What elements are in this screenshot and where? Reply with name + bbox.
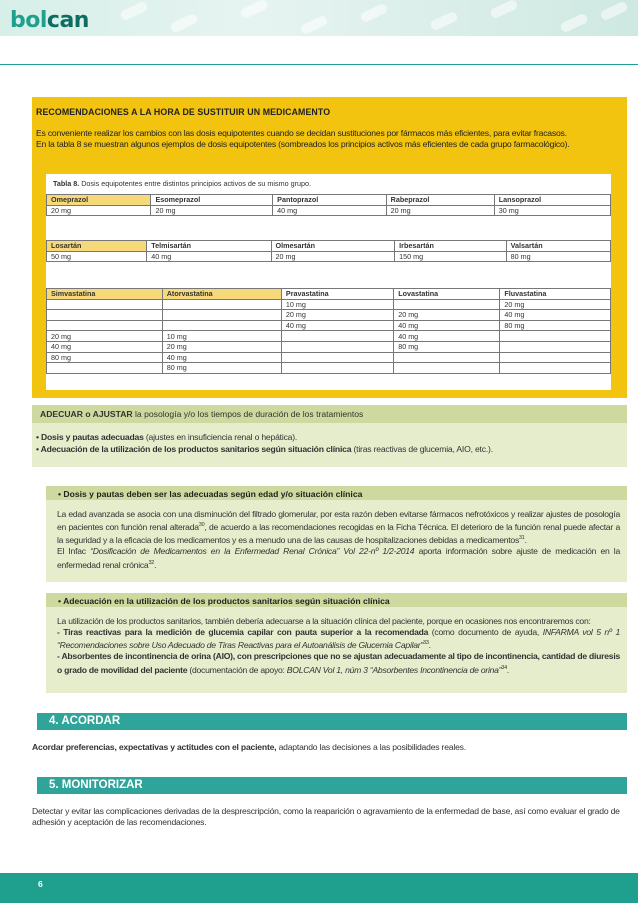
table-cell: Rabeprazol (386, 195, 494, 206)
table-cell: 20 mg (394, 310, 500, 321)
table-cell: 40 mg (273, 205, 387, 216)
footer-band (0, 873, 638, 903)
table-cell: 20 mg (151, 205, 273, 216)
table-cell: Fluvastatina (500, 289, 611, 300)
table-cell: 40 mg (394, 320, 500, 331)
table-row (47, 310, 611, 321)
table-cell: 20 mg (47, 205, 151, 216)
page-number: 6 (38, 879, 43, 889)
table-row (47, 352, 611, 363)
table-statins (46, 288, 611, 374)
table-cell (162, 310, 281, 321)
acordar-heading: 4. ACORDAR (49, 715, 121, 727)
productos-heading: • Adecuación en la utilización de los productos sanitarios según situación clínica (58, 596, 390, 606)
table-cell: 10 mg (281, 299, 393, 310)
dosis-heading: • Dosis y pautas deben ser las adecuadas según edad y/o situación clínica (58, 489, 363, 499)
header-divider (0, 64, 638, 65)
recommendation-line-2: En la tabla 8 se muestran algunos ejemplos de dosis equipotentes (sombreados los principios activos más eficientes de cada grupo farmacológico). (36, 139, 570, 149)
table-ara2 (46, 240, 611, 262)
adecuar-heading: ADECUAR o AJUSTAR la posología y/o los tiempos de duración de los tratamientos (40, 409, 364, 419)
table-cell (162, 299, 281, 310)
table-row (47, 251, 611, 262)
table-row (47, 205, 611, 216)
table-cell: 40 mg (147, 251, 271, 262)
table-cell: 80 mg (47, 352, 163, 363)
table-row (47, 299, 611, 310)
table-cell (394, 299, 500, 310)
table-cell: Pravastatina (281, 289, 393, 300)
adecuar-bullet-1: • Dosis y pautas adecuadas (ajustes en insuficiencia renal o hepática). (36, 432, 298, 442)
table-cell: 20 mg (281, 310, 393, 321)
table-cell: 50 mg (47, 251, 147, 262)
table-row (47, 241, 611, 252)
acordar-heading-bar (37, 713, 627, 730)
table-cell (281, 352, 393, 363)
table-cell (500, 341, 611, 352)
table-row (47, 331, 611, 342)
table-caption: Tabla 8. Dosis equipotentes entre distintos principios activos de su mismo grupo. (53, 179, 311, 188)
table-cell (500, 331, 611, 342)
table-cell (47, 320, 163, 331)
recommendation-text (36, 128, 621, 150)
table-cell: 20 mg (271, 251, 395, 262)
recommendation-line-1: Es conveniente realizar los cambios con las dosis equipotentes cuando se decidan sustituciones por fármacos más eficientes, para evitar fracasos. (36, 128, 567, 138)
table-cell: 40 mg (394, 331, 500, 342)
table-cell: Telmisartán (147, 241, 271, 252)
table-cell: Losartán (47, 241, 147, 252)
table-row (47, 320, 611, 331)
table-cell: 80 mg (162, 363, 281, 374)
table-cell (281, 341, 393, 352)
table-cell: 80 mg (500, 320, 611, 331)
table-cell: 20 mg (500, 299, 611, 310)
table-cell: Pantoprazol (273, 195, 387, 206)
table-row (47, 195, 611, 206)
table-cell: 30 mg (494, 205, 610, 216)
table-cell: 40 mg (281, 320, 393, 331)
table-cell: 80 mg (506, 251, 610, 262)
table-cell (281, 331, 393, 342)
table-cell (281, 363, 393, 374)
table-cell: Simvastatina (47, 289, 163, 300)
table-cell: Olmesartán (271, 241, 395, 252)
adecuar-bullet-2: • Adecuación de la utilización de los productos sanitarios según situación clínica (tiras reactivas de glucemia, AIO, etc.). (36, 444, 493, 454)
dosis-paragraph: La edad avanzada se asocia con una disminución del filtrado glomerular, por esta razón deben evitarse fármacos nefrotóxicos y realizar ajustes de posología en pacientes con función renal alterada$^{30}$, de acuerdo a las recomendaciones recogidas en la Ficha Técnica. El deterioro de la función renal puede afectar a la seguridad y a la eficacia de los medicamentos y es a menudo una de las causas de hospitalizaciones debidas a medicamentos$^{31}$. El Infac “Dosificación de Medicamentos en la Enfermedad Renal Crónica” Vol 22-nº 1/2-2014 aporta información sobre ajuste de medicación en la enfermedad renal crónica$^{32}$. (57, 509, 620, 570)
header-banner (0, 0, 638, 36)
table-cell: 20 mg (47, 331, 163, 342)
table-cell: Irbesartán (395, 241, 506, 252)
table-cell: 40 mg (500, 310, 611, 321)
table-cell: 80 mg (394, 341, 500, 352)
monitorizar-text: Detectar y evitar las complicaciones derivadas de la desprescripción, como la reaparición o agravamiento de la enfermedad de base, así como evaluar el grado de adhesión y aceptación de las recomendaciones. (32, 806, 620, 828)
bolcan-logo: bolcan (10, 8, 89, 33)
table-cell: Lovastatina (394, 289, 500, 300)
table-cell: Atorvastatina (162, 289, 281, 300)
table-row (47, 363, 611, 374)
table-cell: 20 mg (386, 205, 494, 216)
table-cell (47, 363, 163, 374)
acordar-text: Acordar preferencias, expectativas y actitudes con el paciente, adaptando las decisiones a las posibilidades reales. (32, 742, 466, 752)
table-cell: Omeprazol (47, 195, 151, 206)
table-ipp (46, 194, 611, 216)
table-row (47, 341, 611, 352)
recommendation-title: RECOMENDACIONES A LA HORA DE SUSTITUIR UN MEDICAMENTO (36, 107, 331, 117)
monitorizar-heading: 5. MONITORIZAR (49, 779, 143, 791)
table-cell (500, 363, 611, 374)
table-cell: 40 mg (47, 341, 163, 352)
table-cell (47, 299, 163, 310)
table-cell: 150 mg (395, 251, 506, 262)
table-cell (162, 320, 281, 331)
table-cell: Lansoprazol (494, 195, 610, 206)
table-cell: Esomeprazol (151, 195, 273, 206)
table-cell: Valsartán (506, 241, 610, 252)
table-cell (500, 352, 611, 363)
table-cell (394, 363, 500, 374)
productos-paragraph: La utilización de los productos sanitarios, también debería adecuarse a la situación clínica del paciente, porque en ocasiones nos encontraremos con: - Tiras reactivas para la medición de glucemia capilar con pauta superior a la recomendada (como documento de ayuda, INFARMA vol 5 nº 1 “Recomendaciones sobre Uso Adecuado de Tiras Reactivas para el Autoanálisis de Glucemia Capilar”$^{33}$. - Absorbentes de incontinencia de orina (AIO), con prescripciones que no se ajustan adecuadamente al tipo de incontinencia, cantidad de diuresis o grado de movilidad del paciente (documentación de apoyo: BOLCAN Vol 1, núm 3 “Absorbentes Incontinencia de orina”$^{34}$. (57, 616, 621, 675)
table-row (47, 289, 611, 300)
table-cell (394, 352, 500, 363)
table-cell: 10 mg (162, 331, 281, 342)
table-cell: 20 mg (162, 341, 281, 352)
table-cell (47, 310, 163, 321)
table-cell: 40 mg (162, 352, 281, 363)
